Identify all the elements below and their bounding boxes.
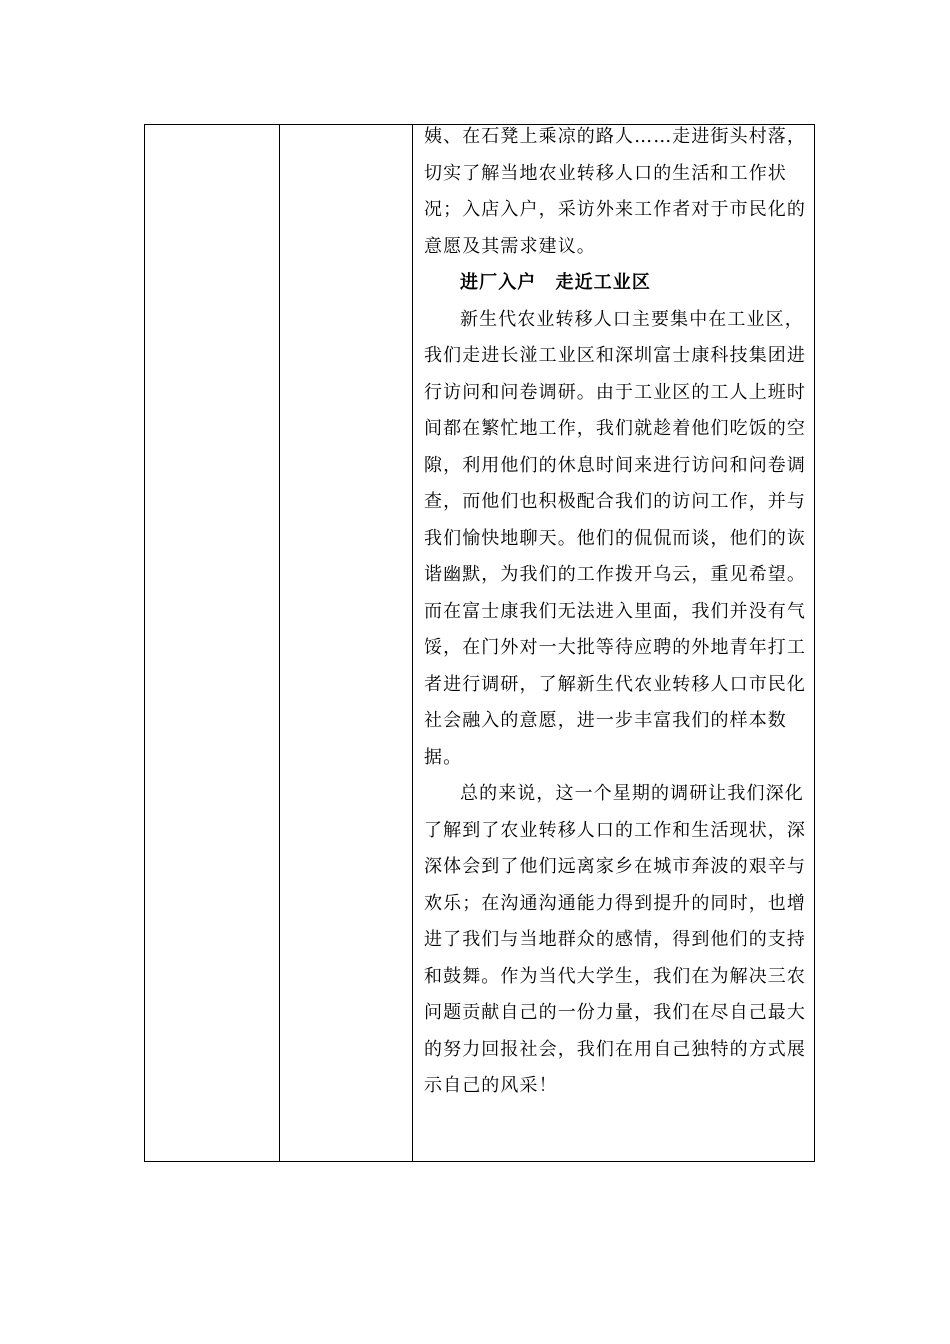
paragraph-line: 者进行调研，了解新生代农业转移人口市民化 <box>424 673 806 695</box>
paragraph-line: 我们走进长湴工业区和深圳富士康科技集团进 <box>424 345 806 366</box>
intro-line: 意愿及其需求建议。 <box>424 235 596 257</box>
paragraph-line: 社会融入的意愿，进一步丰富我们的样本数 <box>424 710 787 731</box>
paragraph-line: 而在富士康我们无法进入里面，我们并没有气 <box>424 600 806 622</box>
paragraph-line: 问题贡献自己的一份力量，我们在尽自己最大 <box>424 1002 806 1023</box>
paragraph-line: 和鼓舞。作为当代大学生，我们在为解决三农 <box>424 965 806 987</box>
paragraph-line: 行访问和问卷调研。由于工业区的工人上班时 <box>424 381 806 403</box>
paragraph-line: 示自己的风采！ <box>424 1075 558 1096</box>
paragraph-line: 间都在繁忙地工作，我们就趁着他们吃饭的空 <box>424 418 806 439</box>
table-cell-content <box>413 125 814 1161</box>
paragraph-line: 新生代农业转移人口主要集中在工业区， <box>460 308 804 330</box>
table-cell-left <box>145 125 280 1161</box>
paragraph-line: 深体会到了他们远离家乡在城市奔波的艰辛与 <box>424 856 806 877</box>
paragraph-line: 据。 <box>424 746 463 768</box>
paragraph-line: 了解到了农业转移人口的工作和生活现状，深 <box>424 819 806 841</box>
intro-line: 切实了解当地农业转移人口的生活和工作状 <box>424 162 787 184</box>
paragraph-line: 查，而他们也积极配合我们的访问工作，并与 <box>424 491 806 512</box>
paragraph-line: 我们愉快地聊天。他们的侃侃而谈，他们的诙 <box>424 527 806 549</box>
paragraph-line: 的努力回报社会，我们在用自己独特的方式展 <box>424 1038 806 1060</box>
paragraph-line: 进了我们与当地群众的感情，得到他们的支持 <box>424 929 806 950</box>
paragraph-line: 总的来说，这一个星期的调研让我们深化 <box>460 783 804 804</box>
paragraph-line: 欢乐；在沟通沟通能力得到提升的同时，也增 <box>424 892 806 914</box>
intro-line: 姨、在石凳上乘凉的路人……走进街头村落， <box>424 126 806 147</box>
paragraph-line: 馁，在门外对一大批等待应聘的外地青年打工 <box>424 637 806 658</box>
paragraph-line: 隙，利用他们的休息时间来进行访问和问卷调 <box>424 454 806 476</box>
table-cell-middle <box>280 125 414 1161</box>
intro-line: 况；入店入户，采访外来工作者对于市民化的 <box>424 199 806 220</box>
paragraph-line: 谐幽默，为我们的工作拨开乌云，重见希望。 <box>424 564 806 585</box>
report-table <box>144 124 815 1162</box>
section-subheading: 进厂入户 走近工业区 <box>460 272 651 293</box>
